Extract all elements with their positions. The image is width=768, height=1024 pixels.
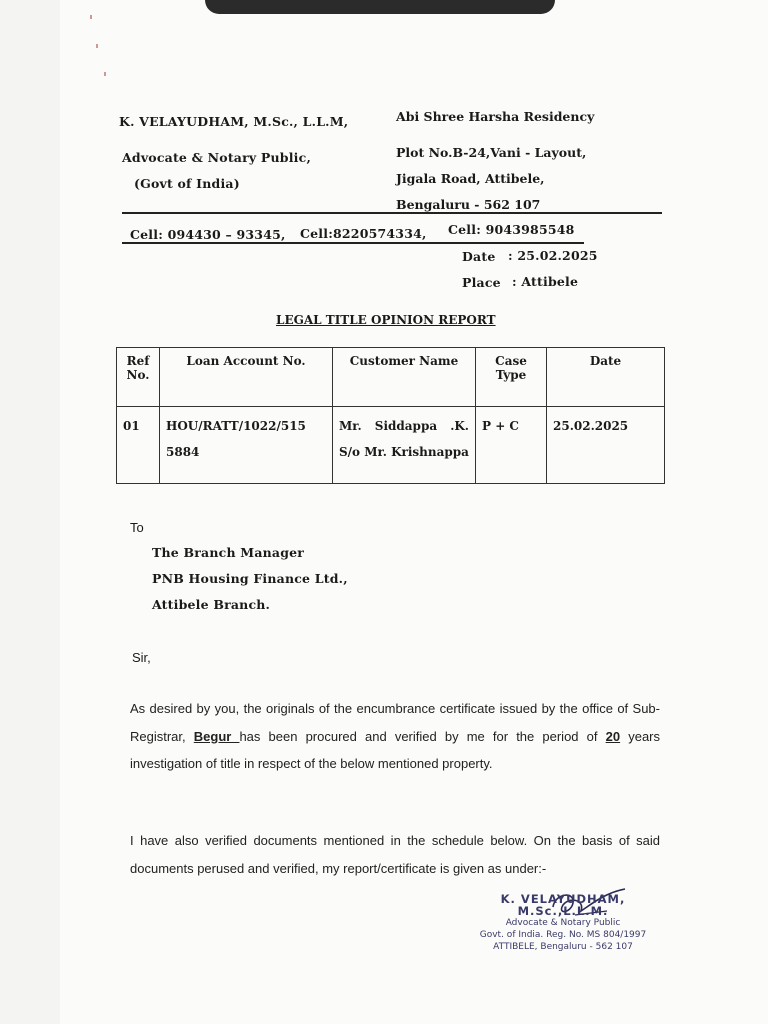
table-row (117, 407, 665, 484)
address-line-3: Jigala Road, Attibele, (396, 171, 545, 186)
address-line-4: Bengaluru - 562 107 (396, 197, 541, 212)
letterhead-rule-top (122, 212, 662, 214)
cell-number-1: Cell: 094430 – 93345, (130, 227, 286, 242)
scan-edge-shadow (205, 0, 555, 14)
stamp-line-3: Govt. of India. Reg. No. MS 804/1997 (479, 930, 647, 940)
cell-number-3: Cell: 9043985548 (448, 222, 575, 237)
report-title: LEGAL TITLE OPINION REPORT (276, 313, 496, 327)
letterhead-rule-bottom (122, 242, 584, 244)
stamp-line-4: ATTIBELE, Bengaluru - 562 107 (493, 942, 633, 952)
scan-speck (90, 15, 92, 19)
advocate-name: K. VELAYUDHAM, M.Sc., L.L.M, (119, 114, 349, 129)
advocate-stamp (458, 893, 668, 973)
salutation: Sir, (132, 650, 151, 665)
advocate-govt: (Govt of India) (134, 176, 240, 191)
header-ref-no: Ref No. (117, 348, 160, 407)
loan-reference-table (116, 347, 665, 484)
advocate-profession: Advocate & Notary Public, (122, 150, 311, 165)
header-date: Date (547, 348, 665, 407)
header-loan-account: Loan Account No. (160, 348, 333, 407)
cell-case-type: P + C (476, 407, 547, 484)
investigation-years: 20 (605, 728, 621, 744)
date-label: Date (462, 249, 496, 264)
place-value: : Attibele (512, 274, 579, 289)
recipient-line-3: Attibele Branch. (152, 597, 271, 612)
cell-number-2: Cell:8220574334, (300, 226, 427, 241)
scan-speck (104, 72, 106, 76)
cell-account: HOU/RATT/1022/515 5884 (160, 407, 333, 484)
para-1-part-b: has been procured and verified by me for the period of (239, 728, 606, 744)
recipient-to: To (130, 520, 144, 535)
paragraph-documents: I have also verified documents mentioned in the schedule below. On the basis of said documents perused and verified, my report/certificate is given as under:- (130, 833, 660, 876)
cell-ref: 01 (117, 407, 160, 484)
para-1-part-a: As desired by you, the originals of the encumbrance certificate issued by the office of Sub-Registrar, (130, 701, 660, 744)
cell-date: 25.02.2025 (547, 407, 665, 484)
cell-customer: Mr. Siddappa .K. S/o Mr. Krishnappa (333, 407, 476, 484)
recipient-line-2: PNB Housing Finance Ltd., (152, 571, 348, 586)
scan-speck (96, 44, 98, 48)
paragraph-verification (130, 695, 660, 778)
header-case-type: Case Type (476, 348, 547, 407)
header-customer-name: Customer Name (333, 348, 476, 407)
recipient-line-1: The Branch Manager (152, 545, 305, 560)
stamp-line-1: K. VELAYUDHAM, M.Sc.,L.L.M. (500, 892, 626, 918)
registrar-place: Begur (193, 728, 240, 744)
table-header-row (117, 348, 665, 407)
date-value: : 25.02.2025 (508, 248, 598, 263)
place-label: Place (462, 275, 501, 290)
address-line-2: Plot No.B-24,Vani - Layout, (396, 145, 587, 160)
para-1-part-c: years investigation of title in respect of the below mentioned property. (130, 728, 661, 771)
address-line-1: Abi Shree Harsha Residency (396, 109, 595, 124)
stamp-line-2: Advocate & Notary Public (505, 918, 621, 928)
